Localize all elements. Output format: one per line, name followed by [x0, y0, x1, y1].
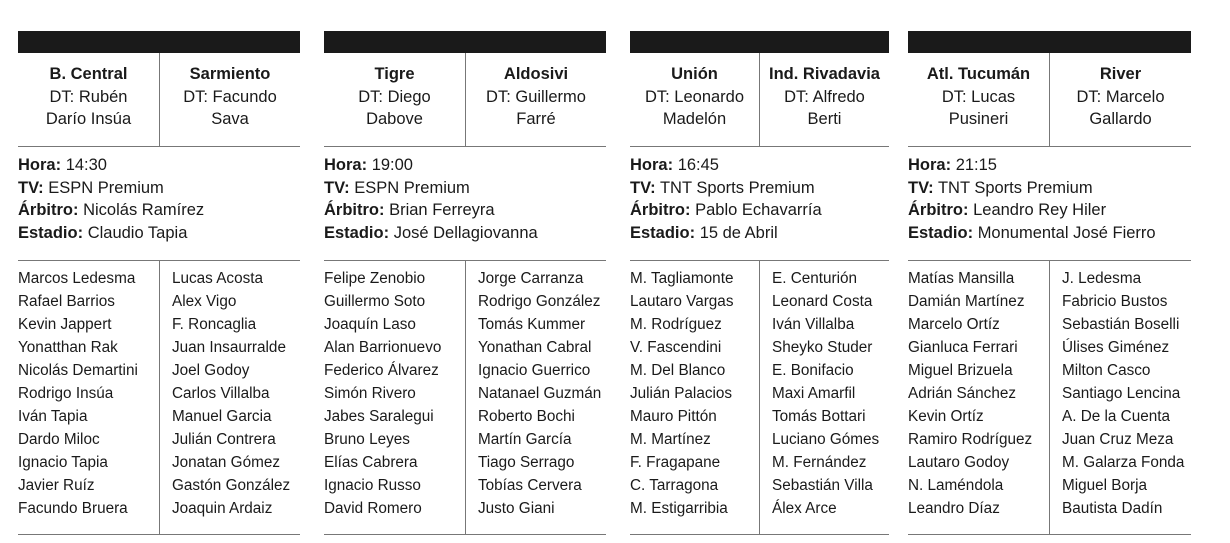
player-name: M. Tagliamonte: [630, 270, 734, 287]
player-name: Iván Villalba: [772, 316, 855, 333]
teams-row: [324, 53, 606, 147]
player-name: Mauro Pittón: [630, 408, 717, 425]
coach-line: DT: Leonardo: [644, 87, 745, 106]
team-home: [908, 53, 1049, 146]
team-home: [18, 53, 159, 146]
coach-line: DT: Marcelo: [1076, 87, 1165, 106]
player-name: Carlos Villalba: [172, 385, 270, 402]
coach-line: Dabove: [366, 110, 423, 128]
player-name: Juan Cruz Meza: [1062, 431, 1174, 448]
coach-line: DT: Lucas: [941, 87, 1016, 106]
match-info: [908, 147, 1191, 261]
info-value: Claudio Tapia: [87, 224, 188, 243]
info-value: 14:30: [65, 156, 107, 174]
player-name: Facundo Bruera: [18, 500, 128, 517]
player-name: Rodrigo González: [478, 293, 601, 310]
info-hora: [18, 154, 300, 177]
match-card: [18, 31, 300, 536]
player-name: J. Ledesma: [1062, 270, 1142, 287]
player-name: Yonatthan Rak: [18, 339, 118, 356]
player-name: David Romero: [324, 500, 422, 517]
coach-line: DT: Facundo: [183, 87, 277, 106]
info-value: 15 de Abril: [699, 224, 778, 243]
info-estadio: [908, 222, 1191, 245]
info-value: Brian Ferreyra: [389, 201, 495, 220]
info-value: TNT Sports Premium: [659, 178, 815, 197]
team-away: [159, 53, 300, 146]
info-hora: [630, 154, 889, 177]
team-away: [1049, 53, 1191, 146]
coach-line: Gallardo: [1089, 110, 1152, 128]
info-value: Monumental José Fierro: [977, 224, 1156, 243]
info-label: TV:: [18, 178, 44, 197]
player-name: Joaquin Ardaiz: [172, 500, 273, 517]
player-name: M. Del Blanco: [630, 362, 726, 379]
lineups: [18, 261, 300, 535]
match-info: [324, 147, 606, 261]
info-value: Leandro Rey Hiler: [973, 201, 1107, 220]
info-value: 19:00: [371, 156, 413, 174]
player-name: Tomás Kummer: [478, 316, 586, 333]
lineups: [630, 261, 889, 535]
team-home: [324, 53, 465, 146]
team-name: Unión: [671, 65, 718, 83]
info-estadio: [630, 222, 889, 245]
info-arbitro: [908, 199, 1191, 222]
player-name: Milton Casco: [1062, 362, 1151, 379]
lineup-home_players: [18, 261, 159, 534]
player-name: Javier Ruíz: [18, 477, 95, 494]
lineup-home_players: [324, 261, 465, 534]
player-name: M. Fernández: [772, 454, 867, 471]
info-value: José Dellagiovanna: [393, 224, 538, 243]
player-name: M. Martínez: [630, 431, 711, 448]
coach-line: Madelón: [662, 110, 727, 128]
team-name: Sarmiento: [189, 65, 271, 83]
info-label: Estadio:: [908, 224, 974, 243]
header-bar: [630, 31, 889, 53]
player-name: Matías Mansilla: [908, 270, 1015, 287]
teams-row: [908, 53, 1191, 147]
coach-line: Berti: [807, 110, 842, 128]
info-tv: [18, 177, 300, 200]
player-name: Kevin Ortíz: [908, 408, 984, 425]
info-label: TV:: [908, 178, 934, 197]
match-card: [908, 31, 1191, 536]
player-name: Santiago Lencina: [1062, 385, 1181, 402]
player-name: Joaquín Laso: [324, 316, 416, 333]
player-name: Juan Insaurralde: [172, 339, 286, 356]
player-name: Ignacio Tapia: [18, 454, 108, 471]
player-name: F. Roncaglia: [172, 316, 257, 333]
info-arbitro: [630, 199, 889, 222]
info-estadio: [18, 222, 300, 245]
teams-row: [18, 53, 300, 147]
team-name: Aldosivi: [503, 65, 569, 83]
info-label: TV:: [324, 178, 350, 197]
player-name: Lautaro Godoy: [908, 454, 1010, 471]
match-card: [324, 31, 606, 536]
info-value: TNT Sports Premium: [937, 178, 1093, 197]
player-name: C. Tarragona: [630, 477, 719, 494]
team-away: [465, 53, 606, 146]
info-value: Nicolás Ramírez: [83, 201, 205, 220]
team-home: [630, 53, 759, 146]
player-name: Julián Palacios: [630, 385, 733, 402]
info-label: Árbitro:: [908, 201, 969, 220]
player-name: Sebastián Villa: [772, 477, 873, 494]
player-name: Kevin Jappert: [18, 316, 112, 333]
player-name: Guillermo Soto: [324, 293, 426, 310]
player-name: Elías Cabrera: [324, 454, 418, 471]
player-name: Lautaro Vargas: [630, 293, 734, 310]
match-info: [630, 147, 889, 261]
info-tv: [908, 177, 1191, 200]
player-name: Ignacio Russo: [324, 477, 421, 494]
player-name: Leandro Díaz: [908, 500, 1000, 517]
player-name: Leonard Costa: [772, 293, 873, 310]
info-hora: [908, 154, 1191, 177]
player-name: Gianluca Ferrari: [908, 339, 1018, 356]
player-name: Martín García: [478, 431, 572, 448]
player-name: Miguel Borja: [1062, 477, 1148, 494]
info-label: Estadio:: [324, 224, 390, 243]
player-name: M. Galarza Fonda: [1062, 454, 1185, 471]
player-name: E. Centurión: [772, 270, 858, 287]
player-name: M. Rodríguez: [630, 316, 722, 333]
info-label: Estadio:: [630, 224, 696, 243]
lineup-home_players: [908, 261, 1049, 534]
player-name: Adrián Sánchez: [908, 385, 1016, 402]
coach-line: DT: Diego: [358, 87, 431, 106]
player-name: Maxi Amarfil: [772, 385, 856, 402]
player-name: Úlises Giménez: [1062, 339, 1170, 356]
info-estadio: [324, 222, 606, 245]
info-value: 21:15: [955, 156, 997, 174]
player-name: Natanael Guzmán: [478, 385, 602, 402]
coach-line: Farré: [516, 110, 556, 128]
team-name: Atl. Tucumán: [926, 65, 1031, 83]
header-bar: [18, 31, 300, 53]
info-hora: [324, 154, 606, 177]
team-away: [759, 53, 889, 146]
info-value: 16:45: [677, 156, 719, 174]
player-name: Nicolás Demartini: [18, 362, 138, 379]
player-name: M. Estigarribia: [630, 500, 728, 517]
info-label: Hora:: [18, 156, 62, 174]
player-name: Roberto Bochi: [478, 408, 575, 425]
player-name: Tomás Bottari: [772, 408, 866, 425]
info-label: Árbitro:: [630, 201, 691, 220]
lineup-home_players: [630, 261, 759, 534]
coach-line: DT: Guillermo: [486, 87, 586, 106]
teams-row: [630, 53, 889, 147]
player-name: Luciano Gómes: [772, 431, 880, 448]
player-name: Manuel Garcia: [172, 408, 272, 425]
player-name: Dardo Miloc: [18, 431, 100, 448]
player-name: Tobías Cervera: [478, 477, 582, 494]
lineup-away_players: [1049, 261, 1191, 534]
player-name: Ignacio Guerrico: [478, 362, 591, 379]
player-name: Simón Rivero: [324, 385, 416, 402]
lineups: [324, 261, 606, 535]
info-tv: [630, 177, 889, 200]
player-name: Justo Giani: [478, 500, 555, 517]
player-name: Rodrigo Insúa: [18, 385, 114, 402]
coach-line: Pusineri: [948, 110, 1009, 128]
player-name: Alex Vigo: [172, 293, 237, 310]
player-name: Julián Contrera: [172, 431, 276, 448]
lineup-away_players: [159, 261, 300, 534]
player-name: Joel Godoy: [172, 362, 250, 379]
player-name: Ramiro Rodríguez: [908, 431, 1033, 448]
player-name: Lucas Acosta: [172, 270, 263, 287]
player-name: N. Laméndola: [908, 477, 1004, 494]
player-name: V. Fascendini: [630, 339, 722, 356]
player-name: Iván Tapia: [18, 408, 88, 425]
coach-line: DT: Alfredo: [784, 87, 865, 106]
player-name: E. Bonifacio: [772, 362, 854, 379]
player-name: Felipe Zenobio: [324, 270, 426, 287]
info-label: Hora:: [908, 156, 952, 174]
player-name: F. Fragapane: [630, 454, 721, 471]
match-info: [18, 147, 300, 261]
coach-line: Sava: [211, 110, 249, 128]
info-arbitro: [324, 199, 606, 222]
lineup-away_players: [759, 261, 889, 534]
player-name: Jonatan Gómez: [172, 454, 280, 471]
player-name: A. De la Cuenta: [1062, 408, 1170, 425]
lineup-away_players: [465, 261, 606, 534]
player-name: Sheyko Studer: [772, 339, 873, 356]
info-label: Árbitro:: [324, 201, 385, 220]
lineups: [908, 261, 1191, 535]
info-label: Hora:: [630, 156, 674, 174]
player-name: Álex Arce: [772, 500, 837, 517]
player-name: Yonathan Cabral: [478, 339, 592, 356]
info-tv: [324, 177, 606, 200]
player-name: Fabricio Bustos: [1062, 293, 1168, 310]
player-name: Sebastián Boselli: [1062, 316, 1180, 333]
player-name: Gastón González: [172, 477, 291, 494]
info-value: ESPN Premium: [48, 178, 164, 197]
team-name: Ind. Rivadavia: [769, 65, 880, 83]
info-label: Árbitro:: [18, 201, 79, 220]
match-card: [630, 31, 889, 536]
player-name: Jabes Saralegui: [324, 408, 434, 425]
info-label: Hora:: [324, 156, 368, 174]
player-name: Alan Barrionuevo: [324, 339, 442, 356]
player-name: Marcelo Ortíz: [908, 316, 1000, 333]
player-name: Bautista Dadín: [1062, 500, 1163, 517]
info-value: Pablo Echavarría: [695, 201, 822, 220]
player-name: Jorge Carranza: [478, 270, 584, 287]
info-value: ESPN Premium: [354, 178, 470, 197]
player-name: Damián Martínez: [908, 293, 1025, 310]
player-name: Federico Álvarez: [324, 362, 439, 379]
team-name: River: [1099, 65, 1142, 83]
header-bar: [908, 31, 1191, 53]
coach-line: DT: Rubén: [49, 87, 128, 106]
info-arbitro: [18, 199, 300, 222]
coach-line: Darío Insúa: [45, 110, 132, 128]
header-bar: [324, 31, 606, 53]
team-name: Tigre: [374, 65, 415, 83]
player-name: Rafael Barrios: [18, 293, 115, 310]
info-label: TV:: [630, 178, 656, 197]
player-name: Tiago Serrago: [478, 454, 575, 471]
team-name: B. Central: [49, 65, 128, 83]
player-name: Miguel Brizuela: [908, 362, 1013, 379]
info-label: Estadio:: [18, 224, 84, 243]
player-name: Bruno Leyes: [324, 431, 410, 448]
player-name: Marcos Ledesma: [18, 270, 136, 287]
